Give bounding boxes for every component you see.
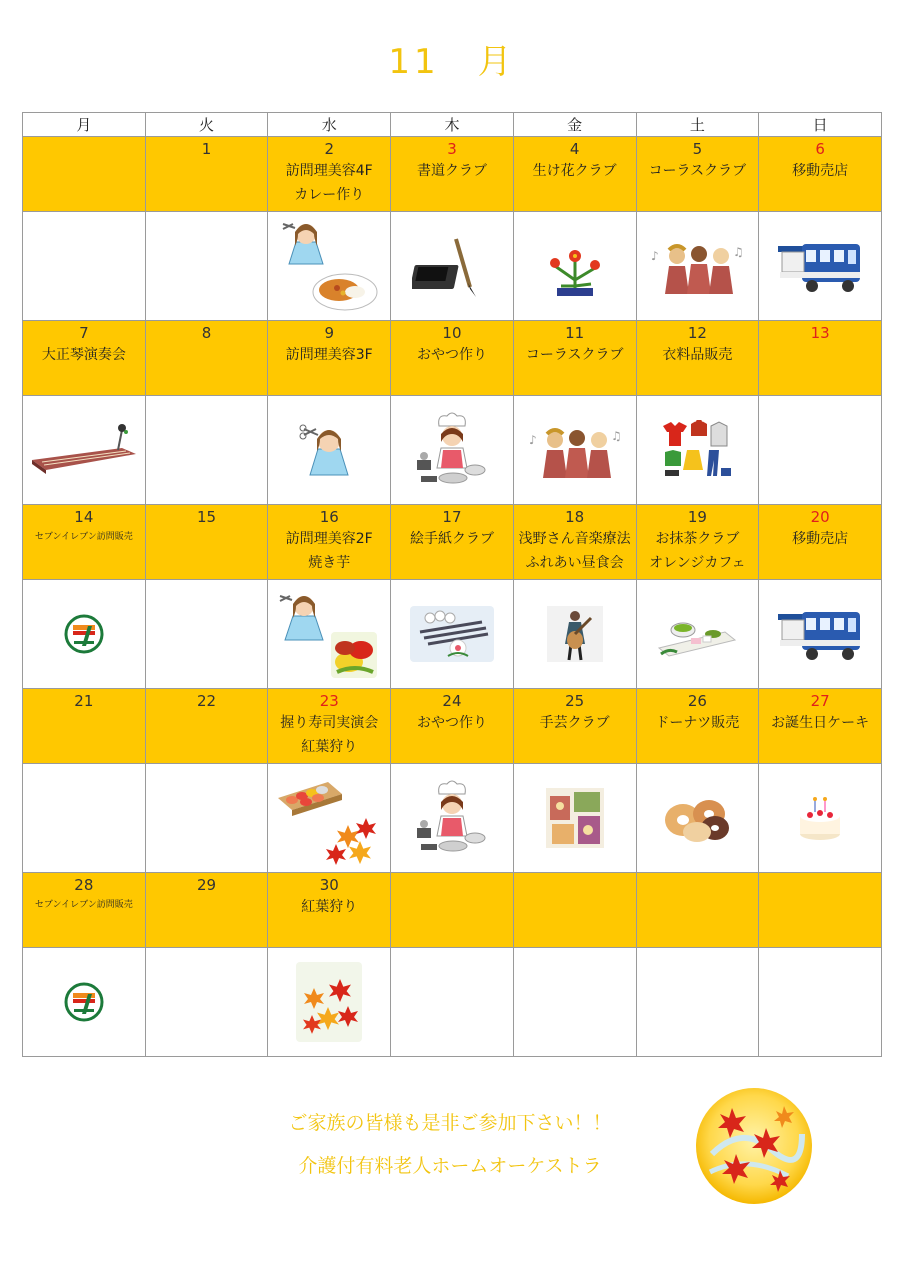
truck-icon (759, 236, 881, 296)
ikebana-icon (514, 230, 636, 302)
day-image-cell (268, 396, 391, 505)
week-events-row (23, 137, 882, 212)
event-label: 絵手紙クラブ (409, 531, 494, 547)
day-number: 3 (447, 140, 457, 158)
day-number: 21 (74, 692, 94, 710)
day-image-cell (391, 764, 514, 873)
day-cell (391, 873, 514, 948)
event-label: ふれあい昼食会 (525, 555, 624, 571)
week-events-row (23, 873, 882, 948)
day-image-cell (268, 948, 391, 1057)
week-images-row (23, 764, 882, 873)
day-cell (268, 137, 391, 212)
day-number: 17 (442, 508, 462, 526)
day-cell (23, 505, 146, 580)
day-image-cell (636, 764, 759, 873)
day-image-cell (268, 212, 391, 321)
footer-facility-name: 介護付有料老人ホームオーケストラ (298, 1155, 602, 1177)
hairdresser-curry-icon (268, 216, 390, 316)
day-image-cell (513, 580, 636, 689)
week-images-row (23, 212, 882, 321)
day-image-cell (391, 212, 514, 321)
day-image-cell (759, 764, 882, 873)
day-cell (759, 505, 882, 580)
event-label: セブンイレブン訪問販売 (34, 900, 133, 910)
day-image-cell (23, 580, 146, 689)
day-number: 18 (565, 508, 585, 526)
day-cell (759, 321, 882, 396)
day-image-cell (145, 764, 268, 873)
svg-text:♫: ♫ (610, 429, 622, 443)
day-image-cell (513, 212, 636, 321)
svg-text:♪: ♪ (651, 249, 660, 263)
day-cell (513, 137, 636, 212)
day-image-cell (759, 580, 882, 689)
day-image-cell (23, 764, 146, 873)
svg-text:♫: ♫ (733, 245, 745, 259)
event-label: 衣料品販売 (662, 347, 733, 363)
day-number: 5 (692, 140, 703, 158)
day-image-cell (636, 396, 759, 505)
truck-icon (759, 604, 881, 664)
week-images-row (23, 948, 882, 1057)
day-number: 25 (565, 692, 585, 710)
hairdresser-icon (268, 415, 390, 485)
day-cell (145, 321, 268, 396)
day-image-cell (145, 212, 268, 321)
event-label: お抹茶クラブ (655, 531, 740, 547)
day-image-cell (391, 948, 514, 1057)
weekday-header: 水 (268, 113, 391, 137)
day-number: 16 (319, 508, 339, 526)
day-cell (513, 689, 636, 764)
day-number: 9 (324, 324, 335, 342)
event-label: 移動売店 (792, 163, 849, 179)
day-image-cell (759, 212, 882, 321)
day-cell (145, 873, 268, 948)
day-image-cell (391, 396, 514, 505)
day-number: 29 (197, 876, 217, 894)
footer-invitation: ご家族の皆様も是非ご参加下さい！！ (288, 1112, 612, 1134)
day-number: 23 (319, 692, 339, 710)
day-number: 1 (201, 140, 212, 158)
weekday-header: 月 (23, 113, 146, 137)
day-number: 11 (565, 324, 585, 342)
day-number: 13 (810, 324, 830, 342)
day-cell (23, 321, 146, 396)
day-number: 20 (810, 508, 830, 526)
donuts-icon (637, 792, 759, 844)
event-label: 訪問理美容2F (285, 531, 373, 547)
day-number: 15 (197, 508, 217, 526)
weekday-header: 金 (513, 113, 636, 137)
event-label: 大正琴演奏会 (41, 347, 126, 363)
event-label: コーラスクラブ (525, 347, 624, 363)
event-label: おやつ作り (416, 715, 487, 731)
event-label: お誕生日ケーキ (771, 715, 870, 731)
day-cell (759, 873, 882, 948)
event-label: 生け花クラブ (532, 163, 617, 179)
day-image-cell (145, 948, 268, 1057)
week-images-row (23, 580, 882, 689)
chorus-icon (637, 236, 759, 296)
day-cell (759, 689, 882, 764)
chorus-icon (514, 420, 636, 480)
day-image-cell (268, 764, 391, 873)
day-cell (513, 873, 636, 948)
day-image-cell (145, 580, 268, 689)
day-image-cell (23, 948, 146, 1057)
day-number: 10 (442, 324, 462, 342)
day-image-cell (23, 212, 146, 321)
day-number: 27 (810, 692, 830, 710)
event-label: 紅葉狩り (301, 739, 358, 755)
hairdresser-potato-icon (268, 584, 390, 684)
seven-icon (23, 614, 145, 654)
day-cell (268, 505, 391, 580)
koto-icon (23, 420, 145, 480)
day-cell (636, 321, 759, 396)
tea-icon (637, 608, 759, 660)
day-cell (391, 137, 514, 212)
week-events-row (23, 321, 882, 396)
page-title: 11 月 (388, 42, 516, 82)
day-cell (391, 689, 514, 764)
event-label: カレー作り (294, 187, 365, 203)
day-number: 2 (324, 140, 335, 158)
day-cell (636, 137, 759, 212)
day-number: 6 (815, 140, 825, 158)
event-label: 移動売店 (792, 531, 849, 547)
day-cell (145, 505, 268, 580)
event-label: 紅葉狩り (301, 899, 358, 915)
day-image-cell (268, 580, 391, 689)
day-number: 22 (197, 692, 217, 710)
event-label: 訪問理美容4F (285, 163, 373, 179)
day-image-cell (636, 212, 759, 321)
day-number: 7 (79, 324, 89, 342)
calendar-table (22, 112, 882, 1057)
day-image-cell (513, 764, 636, 873)
guitar-icon (514, 604, 636, 664)
sushi-maple-icon (268, 768, 390, 868)
day-image-cell (759, 396, 882, 505)
day-cell (636, 689, 759, 764)
calligraphy-icon (391, 231, 513, 301)
event-label: ドーナツ販売 (655, 715, 740, 731)
day-number: 24 (442, 692, 462, 710)
day-cell (268, 873, 391, 948)
day-cell (636, 873, 759, 948)
cook-icon (391, 412, 513, 488)
day-cell (23, 689, 146, 764)
painting-icon (391, 602, 513, 666)
week-events-row (23, 505, 882, 580)
event-label: コーラスクラブ (648, 163, 747, 179)
svg-text:♪: ♪ (528, 433, 537, 447)
event-label: おやつ作り (416, 347, 487, 363)
day-cell (23, 873, 146, 948)
day-cell (145, 137, 268, 212)
crafts-icon (514, 786, 636, 850)
day-number: 4 (569, 140, 580, 158)
event-label: オレンジカフェ (649, 555, 746, 571)
event-label: 書道クラブ (416, 163, 487, 179)
clothes-icon (637, 420, 759, 480)
event-label: 訪問理美容3F (285, 347, 373, 363)
event-label: 浅野さん音楽療法 (518, 531, 631, 547)
day-cell (636, 505, 759, 580)
day-cell (145, 689, 268, 764)
day-image-cell (636, 580, 759, 689)
day-cell (391, 321, 514, 396)
day-cell (513, 505, 636, 580)
day-number: 12 (687, 324, 707, 342)
weekday-header: 土 (636, 113, 759, 137)
maple-icon (268, 960, 390, 1044)
day-image-cell (636, 948, 759, 1057)
autumn-moon-maple-icon (692, 1084, 816, 1212)
weekday-header: 木 (391, 113, 514, 137)
weekday-header: 火 (145, 113, 268, 137)
day-image-cell (513, 948, 636, 1057)
day-number: 19 (687, 508, 707, 526)
day-cell (513, 321, 636, 396)
day-cell (268, 689, 391, 764)
day-image-cell (759, 948, 882, 1057)
cook-icon (391, 780, 513, 856)
day-number: 26 (687, 692, 707, 710)
day-image-cell (391, 580, 514, 689)
day-number: 14 (74, 508, 94, 526)
day-cell (268, 321, 391, 396)
day-image-cell (23, 396, 146, 505)
day-number: 30 (319, 876, 339, 894)
day-number: 28 (74, 876, 94, 894)
day-cell (23, 137, 146, 212)
event-label: 握り寿司実演会 (280, 715, 379, 731)
week-events-row (23, 689, 882, 764)
day-number: 8 (201, 324, 212, 342)
day-image-cell (145, 396, 268, 505)
week-images-row (23, 396, 882, 505)
weekday-header-row (23, 113, 882, 137)
event-label: 手芸クラブ (539, 715, 610, 731)
event-label: 焼き芋 (308, 555, 351, 571)
day-image-cell (513, 396, 636, 505)
cake-icon (759, 794, 881, 842)
event-label: セブンイレブン訪問販売 (34, 532, 133, 542)
day-cell (391, 505, 514, 580)
day-cell (759, 137, 882, 212)
weekday-header: 日 (759, 113, 882, 137)
seven-icon (23, 982, 145, 1022)
